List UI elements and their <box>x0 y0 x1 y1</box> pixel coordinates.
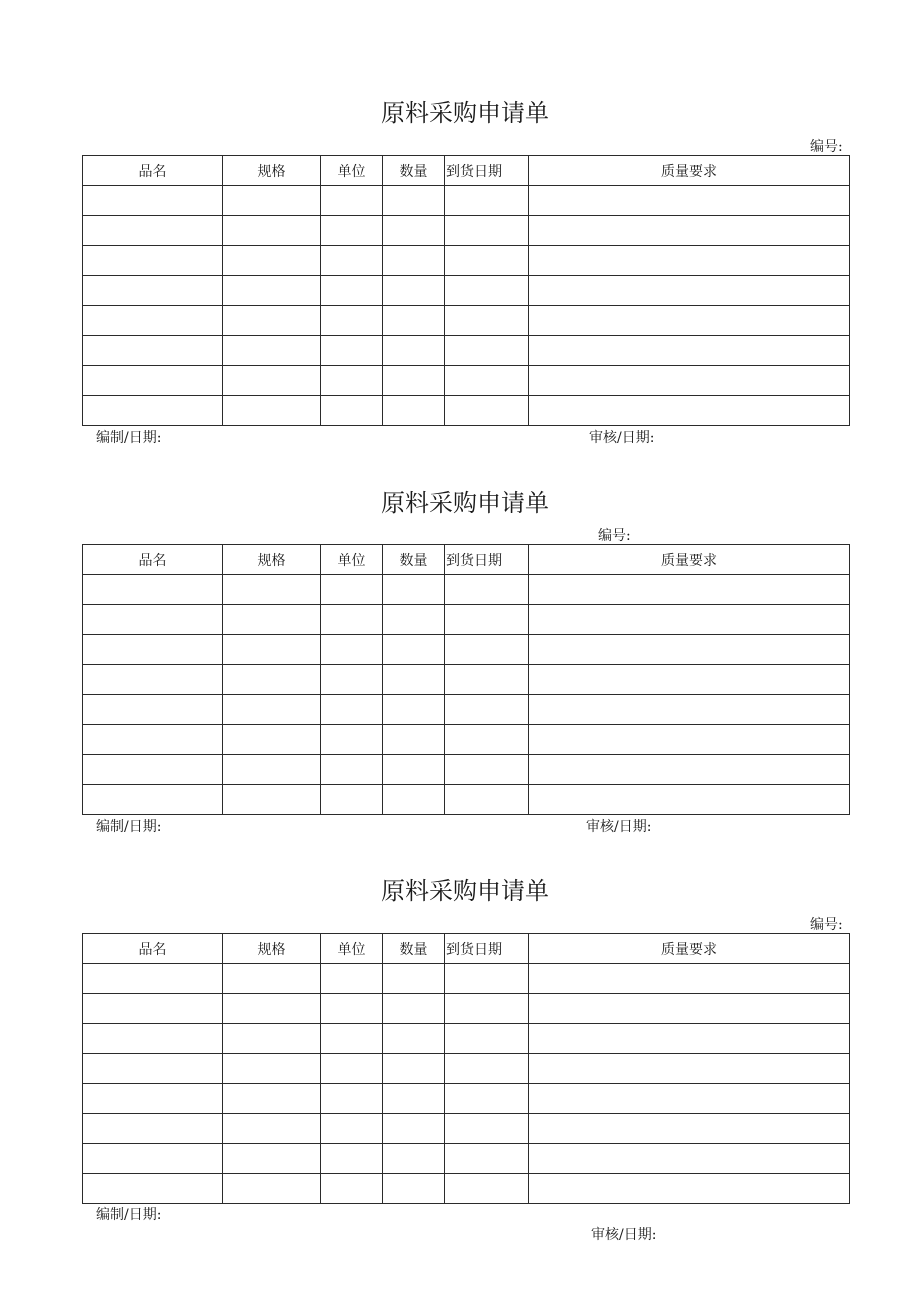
purchase-table <box>82 933 850 1204</box>
table-cell[interactable] <box>223 964 321 994</box>
table-cell[interactable] <box>383 755 445 785</box>
table-row <box>83 575 850 605</box>
table-cell[interactable] <box>83 1114 223 1144</box>
table-cell[interactable] <box>321 755 383 785</box>
column-header-arrival-date: 到货日期 <box>445 156 529 186</box>
table-cell[interactable] <box>529 1114 850 1144</box>
table-cell[interactable] <box>321 186 383 216</box>
table-header-row <box>83 934 850 964</box>
table-cell[interactable] <box>321 1024 383 1054</box>
table-cell[interactable] <box>321 336 383 366</box>
table-cell[interactable] <box>529 396 850 426</box>
table-cell[interactable] <box>383 1174 445 1204</box>
table-cell[interactable] <box>223 605 321 635</box>
table-cell[interactable] <box>223 725 321 755</box>
table-cell[interactable] <box>529 635 850 665</box>
table-cell[interactable] <box>223 1024 321 1054</box>
table-cell[interactable] <box>223 1084 321 1114</box>
column-header-item-name: 品名 <box>83 156 223 186</box>
table-cell[interactable] <box>529 276 850 306</box>
table-cell[interactable] <box>383 1024 445 1054</box>
table-cell[interactable] <box>383 276 445 306</box>
table-row <box>83 695 850 725</box>
table-cell[interactable] <box>445 336 529 366</box>
table-header-row <box>83 545 850 575</box>
table-cell[interactable] <box>529 665 850 695</box>
table-cell[interactable] <box>445 695 529 725</box>
column-header-quality-requirements: 质量要求 <box>529 156 850 186</box>
table-cell[interactable] <box>529 1144 850 1174</box>
table-cell[interactable] <box>445 396 529 426</box>
table-cell[interactable] <box>223 366 321 396</box>
table-row <box>83 306 850 336</box>
table-cell[interactable] <box>321 306 383 336</box>
table-cell[interactable] <box>529 1024 850 1054</box>
table-cell[interactable] <box>83 1024 223 1054</box>
column-header-quantity: 数量 <box>383 156 445 186</box>
table-cell[interactable] <box>321 785 383 815</box>
table-cell[interactable] <box>321 725 383 755</box>
table-row <box>83 605 850 635</box>
table-row <box>83 216 850 246</box>
table-cell[interactable] <box>383 1054 445 1084</box>
table-row <box>83 1144 850 1174</box>
table-cell[interactable] <box>445 246 529 276</box>
table-cell[interactable] <box>83 635 223 665</box>
form-title: 原料采购申请单 <box>381 877 549 905</box>
table-cell[interactable] <box>383 216 445 246</box>
table-cell[interactable] <box>445 306 529 336</box>
table-cell[interactable] <box>83 1174 223 1204</box>
table-cell[interactable] <box>83 1144 223 1174</box>
table-cell[interactable] <box>445 1144 529 1174</box>
column-header-quality-requirements: 质量要求 <box>529 545 850 575</box>
table-row <box>83 186 850 216</box>
table-cell[interactable] <box>321 1084 383 1114</box>
table-cell[interactable] <box>223 1144 321 1174</box>
column-header-item-name: 品名 <box>83 545 223 575</box>
table-row <box>83 665 850 695</box>
table-cell[interactable] <box>445 994 529 1024</box>
table-row <box>83 635 850 665</box>
table-header-row <box>83 156 850 186</box>
table-body <box>83 186 850 426</box>
table-cell[interactable] <box>321 605 383 635</box>
table-cell[interactable] <box>529 785 850 815</box>
column-header-arrival-date: 到货日期 <box>445 545 529 575</box>
table-cell[interactable] <box>383 964 445 994</box>
table-cell[interactable] <box>321 1174 383 1204</box>
table-cell[interactable] <box>529 964 850 994</box>
purchase-table <box>82 155 850 426</box>
table-cell[interactable] <box>529 605 850 635</box>
table-cell[interactable] <box>445 1114 529 1144</box>
table-cell[interactable] <box>383 575 445 605</box>
serial-number-label: 编号: <box>598 528 631 544</box>
table-cell[interactable] <box>383 665 445 695</box>
table-row <box>83 1054 850 1084</box>
table-cell[interactable] <box>223 1114 321 1144</box>
table-cell[interactable] <box>321 994 383 1024</box>
table-cell[interactable] <box>445 725 529 755</box>
column-header-quantity: 数量 <box>383 934 445 964</box>
table-cell[interactable] <box>321 695 383 725</box>
table-cell[interactable] <box>223 246 321 276</box>
table-cell[interactable] <box>529 575 850 605</box>
table-cell[interactable] <box>223 785 321 815</box>
table-cell[interactable] <box>445 216 529 246</box>
table-cell[interactable] <box>383 785 445 815</box>
table-cell[interactable] <box>83 964 223 994</box>
table-cell[interactable] <box>383 725 445 755</box>
table-cell[interactable] <box>321 964 383 994</box>
table-body <box>83 964 850 1204</box>
table-cell[interactable] <box>223 755 321 785</box>
table-cell[interactable] <box>223 396 321 426</box>
column-header-quantity: 数量 <box>383 545 445 575</box>
reviewed-by-date-label: 审核/日期: <box>591 1227 657 1243</box>
table-cell[interactable] <box>445 605 529 635</box>
serial-number-label: 编号: <box>810 139 843 155</box>
table-cell[interactable] <box>445 1084 529 1114</box>
purchase-table <box>82 544 850 815</box>
table-cell[interactable] <box>529 994 850 1024</box>
table-cell[interactable] <box>529 755 850 785</box>
table-cell[interactable] <box>83 1054 223 1084</box>
reviewed-by-date-label: 审核/日期: <box>589 430 655 446</box>
table-row <box>83 1024 850 1054</box>
table-cell[interactable] <box>445 1174 529 1204</box>
table-cell[interactable] <box>383 396 445 426</box>
table-cell[interactable] <box>383 336 445 366</box>
column-header-unit: 单位 <box>321 156 383 186</box>
table-row <box>83 366 850 396</box>
table-cell[interactable] <box>223 1174 321 1204</box>
table-cell[interactable] <box>321 276 383 306</box>
table-cell[interactable] <box>223 635 321 665</box>
table-cell[interactable] <box>83 695 223 725</box>
table-row <box>83 396 850 426</box>
table-cell[interactable] <box>83 306 223 336</box>
table-cell[interactable] <box>83 276 223 306</box>
table-cell[interactable] <box>83 366 223 396</box>
table-cell[interactable] <box>223 1054 321 1084</box>
form-title: 原料采购申请单 <box>381 99 549 127</box>
table-cell[interactable] <box>321 635 383 665</box>
column-header-unit: 单位 <box>321 545 383 575</box>
table-cell[interactable] <box>383 635 445 665</box>
table-cell[interactable] <box>445 186 529 216</box>
table-cell[interactable] <box>529 366 850 396</box>
table-cell[interactable] <box>445 1024 529 1054</box>
table-cell[interactable] <box>383 1114 445 1144</box>
table-cell[interactable] <box>383 994 445 1024</box>
table-cell[interactable] <box>83 605 223 635</box>
reviewed-by-date-label: 审核/日期: <box>586 819 652 835</box>
table-cell[interactable] <box>529 725 850 755</box>
table-cell[interactable] <box>445 755 529 785</box>
table-cell[interactable] <box>445 1054 529 1084</box>
table-cell[interactable] <box>321 396 383 426</box>
prepared-by-date-label: 编制/日期: <box>96 1207 162 1223</box>
table-cell[interactable] <box>321 216 383 246</box>
table-cell[interactable] <box>223 306 321 336</box>
table-cell[interactable] <box>321 1144 383 1174</box>
table-cell[interactable] <box>383 605 445 635</box>
table-cell[interactable] <box>529 1174 850 1204</box>
table-cell[interactable] <box>223 994 321 1024</box>
prepared-by-date-label: 编制/日期: <box>96 819 162 835</box>
table-cell[interactable] <box>83 1084 223 1114</box>
table-cell[interactable] <box>321 665 383 695</box>
table-cell[interactable] <box>383 306 445 336</box>
table-cell[interactable] <box>529 306 850 336</box>
table-cell[interactable] <box>445 964 529 994</box>
table-row <box>83 964 850 994</box>
table-row <box>83 994 850 1024</box>
table-cell[interactable] <box>529 246 850 276</box>
table-cell[interactable] <box>223 186 321 216</box>
table-row <box>83 725 850 755</box>
table-cell[interactable] <box>83 336 223 366</box>
table-cell[interactable] <box>321 575 383 605</box>
table-body <box>83 575 850 815</box>
table-cell[interactable] <box>83 665 223 695</box>
table-cell[interactable] <box>223 276 321 306</box>
table-cell[interactable] <box>83 246 223 276</box>
column-header-arrival-date: 到货日期 <box>445 934 529 964</box>
table-cell[interactable] <box>383 366 445 396</box>
table-cell[interactable] <box>223 665 321 695</box>
table-cell[interactable] <box>83 725 223 755</box>
table-cell[interactable] <box>83 396 223 426</box>
table-cell[interactable] <box>83 216 223 246</box>
table-cell[interactable] <box>445 635 529 665</box>
table-row <box>83 1114 850 1144</box>
table-cell[interactable] <box>223 695 321 725</box>
column-header-quality-requirements: 质量要求 <box>529 934 850 964</box>
table-cell[interactable] <box>529 216 850 246</box>
table-cell[interactable] <box>223 216 321 246</box>
table-cell[interactable] <box>529 336 850 366</box>
table-cell[interactable] <box>383 246 445 276</box>
column-header-unit: 单位 <box>321 934 383 964</box>
table-cell[interactable] <box>445 575 529 605</box>
table-cell[interactable] <box>445 366 529 396</box>
table-cell[interactable] <box>529 695 850 725</box>
table-cell[interactable] <box>529 1054 850 1084</box>
table-cell[interactable] <box>223 575 321 605</box>
table-row <box>83 1084 850 1114</box>
column-header-spec: 规格 <box>223 934 321 964</box>
table-cell[interactable] <box>383 695 445 725</box>
table-cell[interactable] <box>383 186 445 216</box>
serial-number-label: 编号: <box>810 917 843 933</box>
table-cell[interactable] <box>529 186 850 216</box>
table-row <box>83 1174 850 1204</box>
table-row <box>83 246 850 276</box>
table-cell[interactable] <box>321 1054 383 1084</box>
table-cell[interactable] <box>83 755 223 785</box>
table-cell[interactable] <box>383 1144 445 1174</box>
table-row <box>83 755 850 785</box>
table-cell[interactable] <box>529 1084 850 1114</box>
table-cell[interactable] <box>445 665 529 695</box>
table-cell[interactable] <box>83 994 223 1024</box>
table-cell[interactable] <box>321 1114 383 1144</box>
column-header-item-name: 品名 <box>83 934 223 964</box>
table-cell[interactable] <box>83 785 223 815</box>
column-header-spec: 规格 <box>223 156 321 186</box>
table-row <box>83 336 850 366</box>
table-cell[interactable] <box>83 575 223 605</box>
table-cell[interactable] <box>83 186 223 216</box>
table-cell[interactable] <box>321 246 383 276</box>
table-cell[interactable] <box>321 366 383 396</box>
form-title: 原料采购申请单 <box>381 489 549 517</box>
column-header-spec: 规格 <box>223 545 321 575</box>
prepared-by-date-label: 编制/日期: <box>96 430 162 446</box>
table-row <box>83 785 850 815</box>
table-cell[interactable] <box>445 785 529 815</box>
table-cell[interactable] <box>223 336 321 366</box>
table-row <box>83 276 850 306</box>
table-cell[interactable] <box>383 1084 445 1114</box>
table-cell[interactable] <box>445 276 529 306</box>
